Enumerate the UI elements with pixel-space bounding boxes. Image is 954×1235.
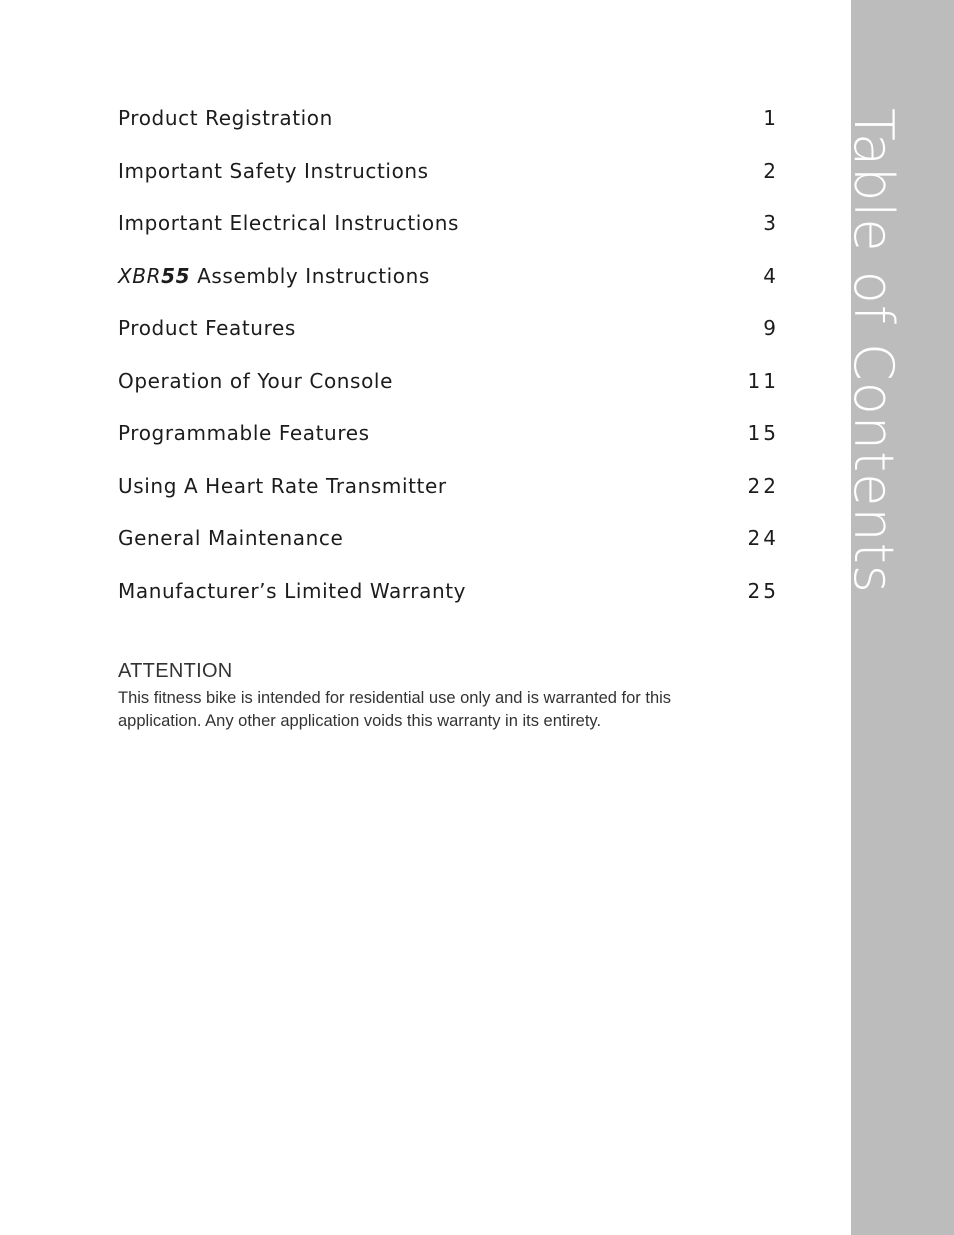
attention-body: This fitness bike is intended for residential use only and is warranted for this application. Any other application voids this warranty in its entirety. — [118, 689, 672, 730]
attention-heading: ATTENTION — [118, 660, 233, 682]
side-title: Table of Contents — [842, 108, 905, 594]
toc-entry-page: 11 — [747, 368, 779, 393]
toc-entry-label — [118, 256, 430, 296]
attention-notice — [118, 660, 718, 733]
toc-entry-programmable-features[interactable] — [118, 413, 779, 466]
toc-entry-page: 9 — [763, 316, 779, 340]
toc-entry-product-features[interactable] — [118, 308, 779, 361]
toc-entry-safety-instructions[interactable] — [118, 151, 779, 204]
toc-entry-page: 24 — [747, 526, 779, 550]
toc-entry-label: Product Registration — [118, 106, 333, 130]
toc-entry-page: 1 — [763, 106, 779, 130]
toc-entry-label: Programmable Features — [118, 421, 370, 445]
toc-entry-label: Important Electrical Instructions — [118, 211, 460, 235]
toc-entry-product-registration[interactable] — [118, 98, 779, 151]
toc-entry-label: Manufacturer’s Limited Warranty — [118, 578, 467, 603]
toc-entry-console-operation[interactable] — [118, 361, 779, 414]
toc-entry-page: 15 — [747, 421, 779, 445]
table-of-contents — [118, 98, 779, 623]
toc-entry-page: 2 — [763, 158, 779, 183]
toc-entry-label: Operation of Your Console — [118, 368, 393, 393]
toc-entry-label: Product Features — [118, 316, 296, 340]
toc-entry-page: 3 — [763, 211, 779, 235]
model-number: 55 — [161, 263, 191, 288]
model-prefix: XBR — [118, 263, 162, 288]
toc-entry-limited-warranty[interactable] — [118, 571, 779, 624]
toc-entry-general-maintenance[interactable] — [118, 518, 779, 571]
toc-entry-label: General Maintenance — [118, 526, 344, 550]
toc-entry-label: Important Safety Instructions — [118, 158, 429, 183]
toc-entry-label-rest: Assembly Instructions — [190, 263, 430, 288]
toc-entry-page: 22 — [747, 473, 779, 498]
toc-entry-heart-rate-transmitter[interactable] — [118, 466, 779, 519]
toc-entry-page: 25 — [747, 578, 779, 603]
toc-entry-label: Using A Heart Rate Transmitter — [118, 473, 447, 498]
toc-entry-page: 4 — [763, 263, 779, 288]
toc-entry-assembly-instructions[interactable] — [118, 256, 779, 309]
toc-entry-electrical-instructions[interactable] — [118, 203, 779, 256]
